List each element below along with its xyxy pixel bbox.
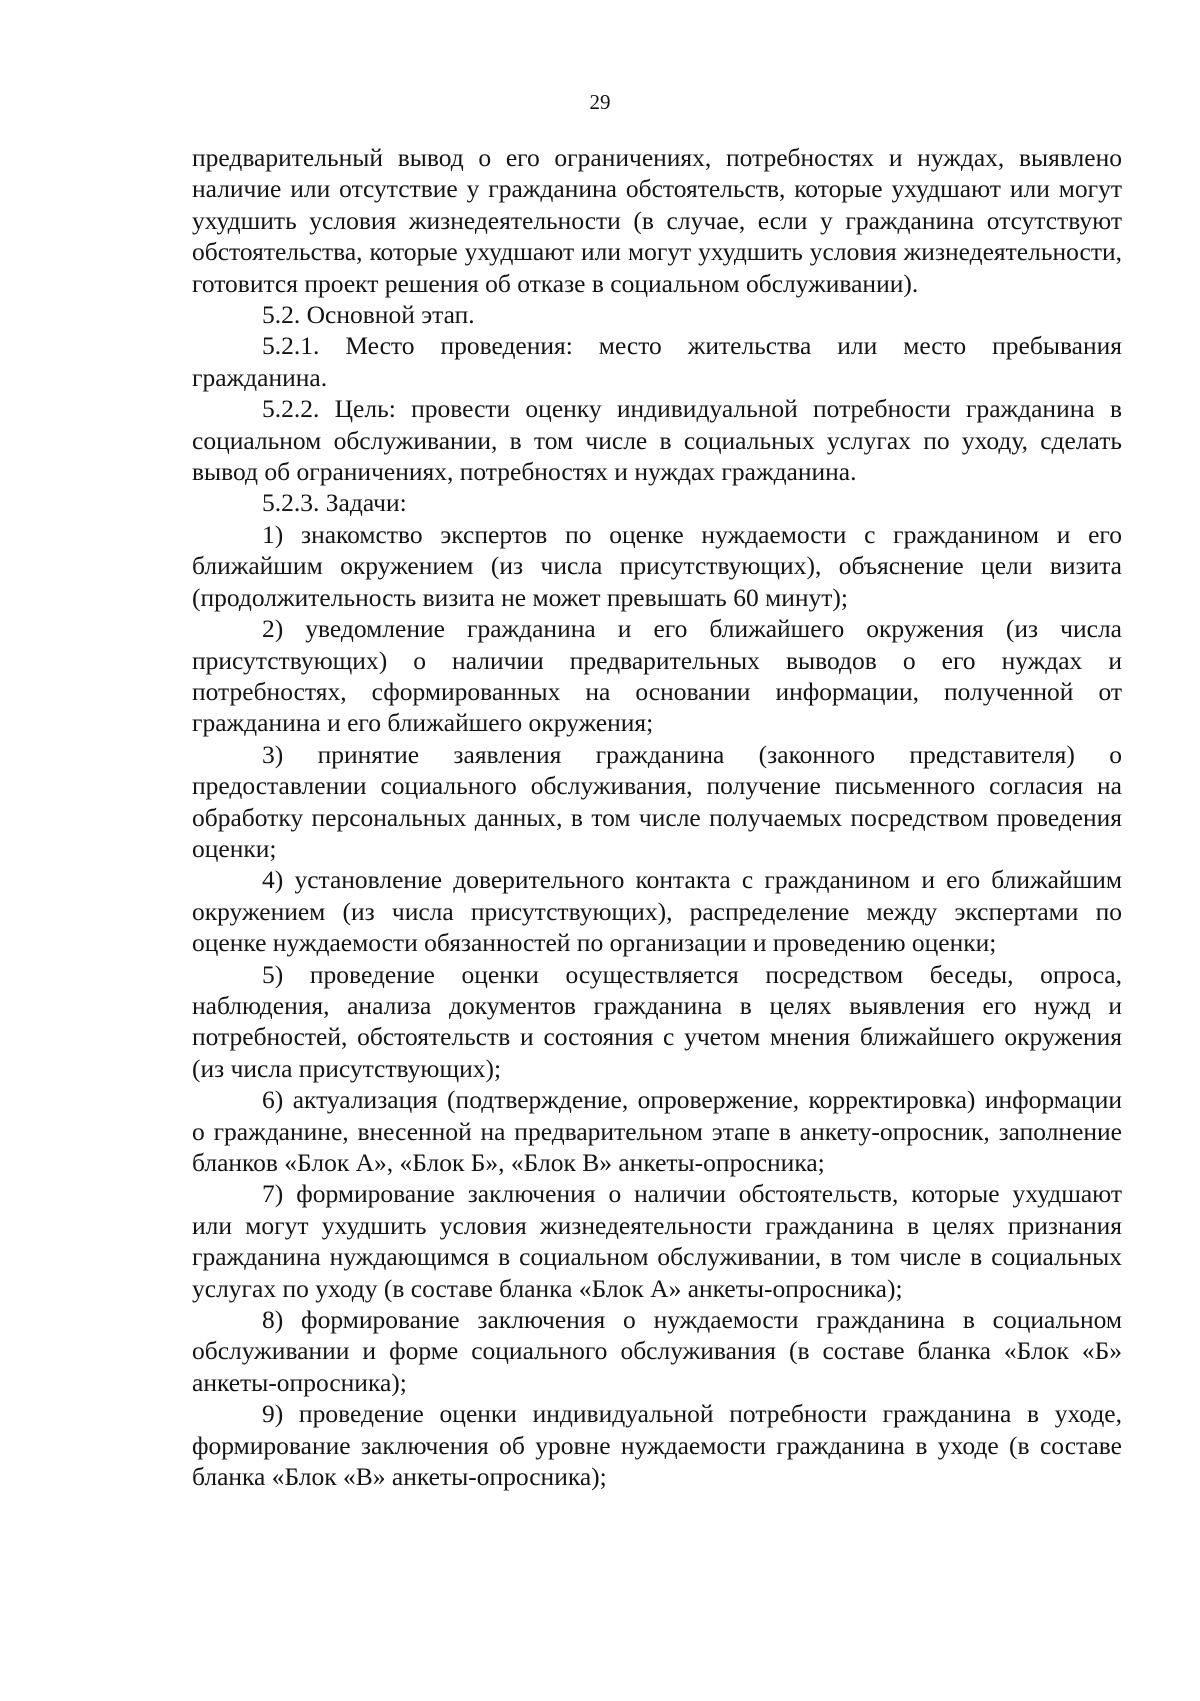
list-item-1: 1) знакомство экспертов по оценке нуждаемости с гражданином и его ближайшим окружением (из числа присутствующих), объяснение цели визита (продолжительность визита не может превышать 60 минут);: [192, 519, 1122, 612]
page-number: 29: [589, 90, 611, 114]
list-item-4: 4) установление доверительного контакта с гражданином и его ближайшим окружением (из числа присутствующих), распределение между экспертами по оценке нуждаемости обязанностей по организации и проведению оценки;: [192, 865, 1122, 958]
list-item-5: 5) проведение оценки осуществляется посредством беседы, опроса, наблюдения, анализа документов гражданина в целях выявления его нужд и потребностей, обстоятельств и состояния с учетом мнения ближайшего окружения (из числа присутствующих);: [192, 959, 1122, 1083]
list-item-6: 6) актуализация (подтверждение, опровержение, корректировка) информации о гражданине, внесенной на предварительном этапе в анкету-опросник, заполнение бланков «Блок А», «Блок Б», «Блок В» анкеты-опросника;: [192, 1085, 1122, 1177]
section-heading-5-2: 5.2. Основной этап.: [262, 300, 475, 330]
list-item-7: 7) формирование заключения о наличии обстоятельств, которые ухудшают или могут ухудшить условия жизнедеятельности гражданина в целях признания гражданина нуждающимся в социальном обслуживании, в том числе в социальных услугах по уходу (в составе бланка «Блок А» анкеты-опросника);: [192, 1179, 1122, 1303]
list-item-9: 9) проведение оценки индивидуальной потребности гражданина в уходе, формирование заключения об уровне нуждаемости гражданина в уходе (в составе бланка «Блок «В» анкеты-опросника);: [192, 1399, 1122, 1492]
paragraph-continuation: предварительный вывод о его ограничениях, потребностях и нуждах, выявлено наличие или отсутствие у гражданина обстоятельств, которые ухудшают или могут ухудшить условия жизнедеятельности (в случае, если у гражданина отсутствуют обстоятельства, которые ухудшают или могут ухудшить условия жизнедеятельности, готовится проект решения об отказе в социальном обслуживании).: [192, 143, 1122, 298]
paragraph-5-2-1: 5.2.1. Место проведения: место жительства или место пребывания гражданина.: [192, 331, 1122, 392]
paragraph-5-2-3: 5.2.3. Задачи:: [262, 488, 407, 518]
list-item-2: 2) уведомление гражданина и его ближайшего окружения (из числа присутствующих) о наличии предварительных выводов о его нуждах и потребностях, сформированных на основании информации, полученной от гражданина и его ближайшего окружения;: [192, 614, 1122, 738]
document-body: [192, 142, 1122, 1492]
list-item-8: 8) формирование заключения о нуждаемости гражданина в социальном обслуживании и форме социального обслуживания (в составе бланка «Блок «Б» анкеты-опросника);: [192, 1305, 1122, 1397]
list-item-3: 3) принятие заявления гражданина (законного представителя) о предоставлении социального обслуживания, получение письменного согласия на обработку персональных данных, в том числе получаемых посредством проведения оценки;: [192, 739, 1122, 863]
paragraph-5-2-2: 5.2.2. Цель: провести оценку индивидуальной потребности гражданина в социальном обслуживании, в том числе в социальных услугах по уходу, сделать вывод об ограничениях, потребностях и нуждах гражданина.: [192, 394, 1122, 487]
